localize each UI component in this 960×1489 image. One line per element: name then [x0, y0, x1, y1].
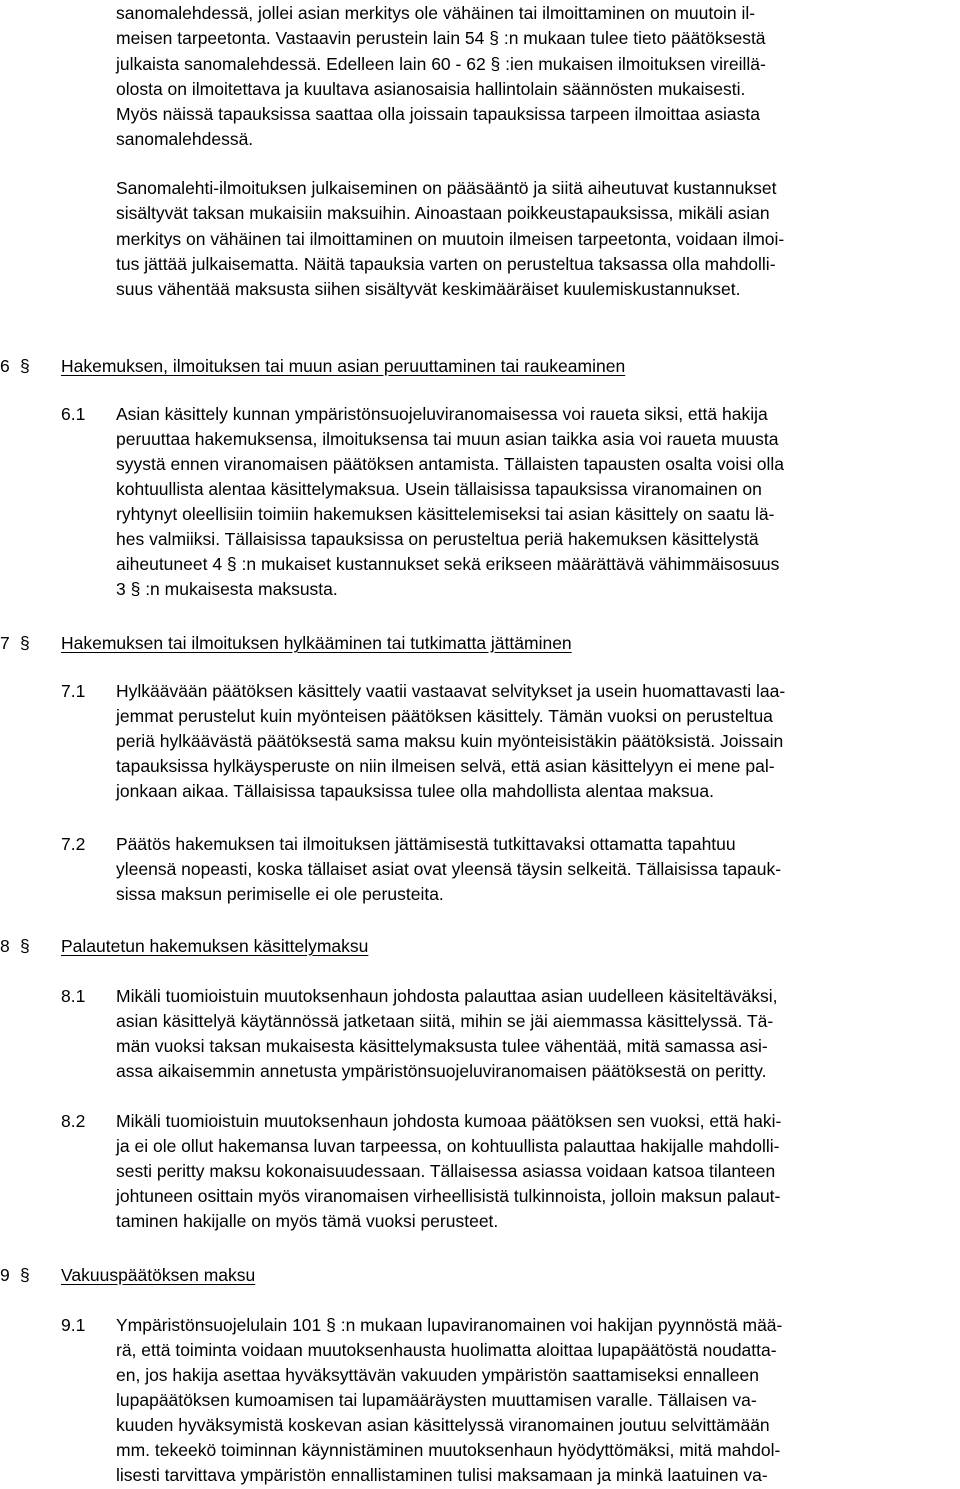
paragraph-text-line: assa aikaisemmin annetusta ympäristönsuojeluviranomaisen päätöksestä on peritty. — [116, 1061, 767, 1081]
paragraph-text-line: Mikäli tuomioistuin muutoksenhaun johdosta kumoaa päätöksen sen vuoksi, että haki- — [116, 1111, 782, 1131]
paragraph-text-line: johtuneen osittain myös viranomaisen virheellisistä tulkinnoista, jolloin maksun palaut- — [116, 1186, 781, 1206]
paragraph-text-line: Hylkäävään päätöksen käsittely vaatii vastaavat selvitykset ja usein huomattavasti laa- — [116, 681, 786, 701]
paragraph-text-line: mm. tekeekö toiminnan käynnistäminen muutoksenhaun hyödyttömäksi, mitä mahdol- — [116, 1440, 781, 1460]
paragraph-number: 9.1 — [61, 1315, 86, 1335]
paragraph-text-line: Päätös hakemuksen tai ilmoituksen jättämisestä tutkittavaksi ottamatta tapahtuu — [116, 834, 736, 854]
section-number: 7 — [0, 633, 10, 653]
section-title: Vakuuspäätöksen maksu — [61, 1265, 256, 1285]
intro-text-line: sanomalehdessä. — [116, 129, 254, 149]
body-text-line: sisältyvät taksan mukaisiin maksuihin. Ainoastaan poikkeustapauksissa, mikäli asian — [116, 203, 770, 223]
intro-text-line: julkaista sanomalehdessä. Edelleen lain 60 - 62 § :ien mukaisen ilmoituksen vireillä- — [116, 54, 766, 74]
paragraph-text-line: en, jos hakija asettaa hyväksyttävän vakuuden ympäristön saattamiseksi ennalleen — [116, 1365, 760, 1385]
body-text-line: tus jättää julkaisematta. Näitä tapauksia varten on perusteltua taksassa olla mahdolli- — [116, 254, 776, 274]
paragraph-text-line: ja ei ole ollut hakemansa luvan tarpeessa, on kohtuullista palauttaa hakijalle mahdolli- — [116, 1136, 780, 1156]
paragraph-text-line: Mikäli tuomioistuin muutoksenhaun johdosta palauttaa asian uudelleen käsiteltäväksi, — [116, 986, 778, 1006]
section-number: 8 — [0, 936, 10, 956]
intro-text-line: olosta on ilmoitettava ja kuultava asianosaisia hallintolain säännösten mukaisesti. — [116, 79, 746, 99]
paragraph-text-line: 3 § :n mukaisesta maksusta. — [116, 579, 338, 599]
paragraph-text-line: periä hylkäävästä päätöksestä sama maksu kuin myönteisistäkin päätöksistä. Joissain — [116, 731, 784, 751]
intro-text-line: sanomalehdessä, jollei asian merkitys ole vähäinen tai ilmoittaminen on muutoin il- — [116, 3, 756, 23]
section-sign: § — [20, 1265, 30, 1285]
paragraph-text-line: jemmat perustelut kuin myönteisen päätöksen käsittely. Tämän vuoksi on perusteltua — [116, 706, 773, 726]
paragraph-text-line: kuuden hyväksymistä koskevan asian käsittelyssä viranomainen joutuu selvittämään — [116, 1415, 770, 1435]
paragraph-number: 8.1 — [61, 986, 86, 1006]
section-title: Hakemuksen tai ilmoituksen hylkääminen tai tutkimatta jättäminen — [61, 633, 572, 653]
paragraph-text-line: män vuoksi taksan mukaisesta käsittelymaksusta tulee vähentää, mitä samassa asi- — [116, 1036, 768, 1056]
section-title: Palautetun hakemuksen käsittelymaksu — [61, 936, 369, 956]
body-text-line: merkitys on vähäinen tai ilmoittaminen on muutoin ilmeisen tarpeetonta, voidaan ilmoi- — [116, 229, 785, 249]
paragraph-text-line: yleensä nopeasti, koska tällaiset asiat ovat yleensä täysin selkeitä. Tällaisissa tapauk- — [116, 859, 782, 879]
paragraph-text-line: jonkaan aikaa. Tällaisissa tapauksissa tulee olla mahdollista alentaa maksua. — [116, 781, 714, 801]
section-sign: § — [20, 633, 30, 653]
paragraph-text-line: taminen hakijalle on myös tämä vuoksi perusteet. — [116, 1211, 499, 1231]
paragraph-text-line: peruuttaa hakemuksensa, ilmoituksensa tai muun asian taikka asia voi raueta muusta — [116, 429, 779, 449]
paragraph-number: 6.1 — [61, 404, 86, 424]
paragraph-text-line: Ympäristönsuojelulain 101 § :n mukaan lupaviranomainen voi hakijan pyynnöstä mää- — [116, 1315, 783, 1335]
paragraph-number: 7.1 — [61, 681, 86, 701]
paragraph-text-line: lupapäätöksen kumoamisen tai lupamääräysten muuttamisen varalle. Tällaisen va- — [116, 1390, 757, 1410]
intro-text-line: Myös näissä tapauksissa saattaa olla joissain tapauksissa tarpeen ilmoittaa asiasta — [116, 104, 760, 124]
paragraph-text-line: Asian käsittely kunnan ympäristönsuojeluviranomaisessa voi raueta siksi, että hakija — [116, 404, 768, 424]
paragraph-text-line: sesti peritty maksu kokonaisuudessaan. Tällaisessa asiassa voidaan katsoa tilanteen — [116, 1161, 776, 1181]
intro-text-line: meisen tarpeetonta. Vastaavin perustein lain 54 § :n mukaan tulee tieto päätöksestä — [116, 28, 766, 48]
section-number: 9 — [0, 1265, 10, 1285]
paragraph-text-line: hes valmiiksi. Tällaisissa tapauksissa on perusteltua periä hakemuksen käsittelystä — [116, 529, 759, 549]
paragraph-text-line: kohtuullista alentaa käsittelymaksua. Usein tällaisissa tapauksissa viranomainen on — [116, 479, 762, 499]
paragraph-text-line: sissa maksun perimiselle ei ole perusteita. — [116, 884, 444, 904]
section-number: 6 — [0, 356, 10, 376]
paragraph-text-line: tapauksissa hylkäysperuste on niin ilmeisen selvä, että asian käsittelyyn ei mene pal- — [116, 756, 775, 776]
paragraph-text-line: syystä ennen viranomaisen päätöksen antamista. Tällaisten tapausten osalta voisi olla — [116, 454, 784, 474]
body-text-line: suus vähentää maksusta siihen sisältyvät keskimääräiset kuulemiskustannukset. — [116, 279, 741, 299]
paragraph-text-line: ryhtynyt oleellisiin toimiin hakemuksen käsittelemiseksi tai asian käsittely on saatu lä- — [116, 504, 775, 524]
paragraph-number: 7.2 — [61, 834, 86, 854]
section-title: Hakemuksen, ilmoituksen tai muun asian peruuttaminen tai raukeaminen — [61, 356, 626, 376]
paragraph-text-line: aiheutuneet 4 § :n mukaiset kustannukset sekä erikseen määrättävä vähimmäisosuus — [116, 554, 780, 574]
paragraph-text-line: asian käsittelyä käytännössä jatketaan siitä, mihin se jäi aiemmassa käsittelyssä. Tä- — [116, 1011, 774, 1031]
section-sign: § — [20, 356, 30, 376]
section-sign: § — [20, 936, 30, 956]
paragraph-text-line: rä, että toiminta voidaan muutoksenhausta huolimatta aloittaa lupapäätöstä noudatta- — [116, 1340, 777, 1360]
paragraph-number: 8.2 — [61, 1111, 86, 1131]
body-text-line: Sanomalehti-ilmoituksen julkaiseminen on pääsääntö ja siitä aiheutuvat kustannukset — [116, 178, 777, 198]
paragraph-text-line: lisesti tarvittava ympäristön ennallistaminen tulisi maksamaan ja minkä laatuinen va- — [116, 1465, 768, 1485]
